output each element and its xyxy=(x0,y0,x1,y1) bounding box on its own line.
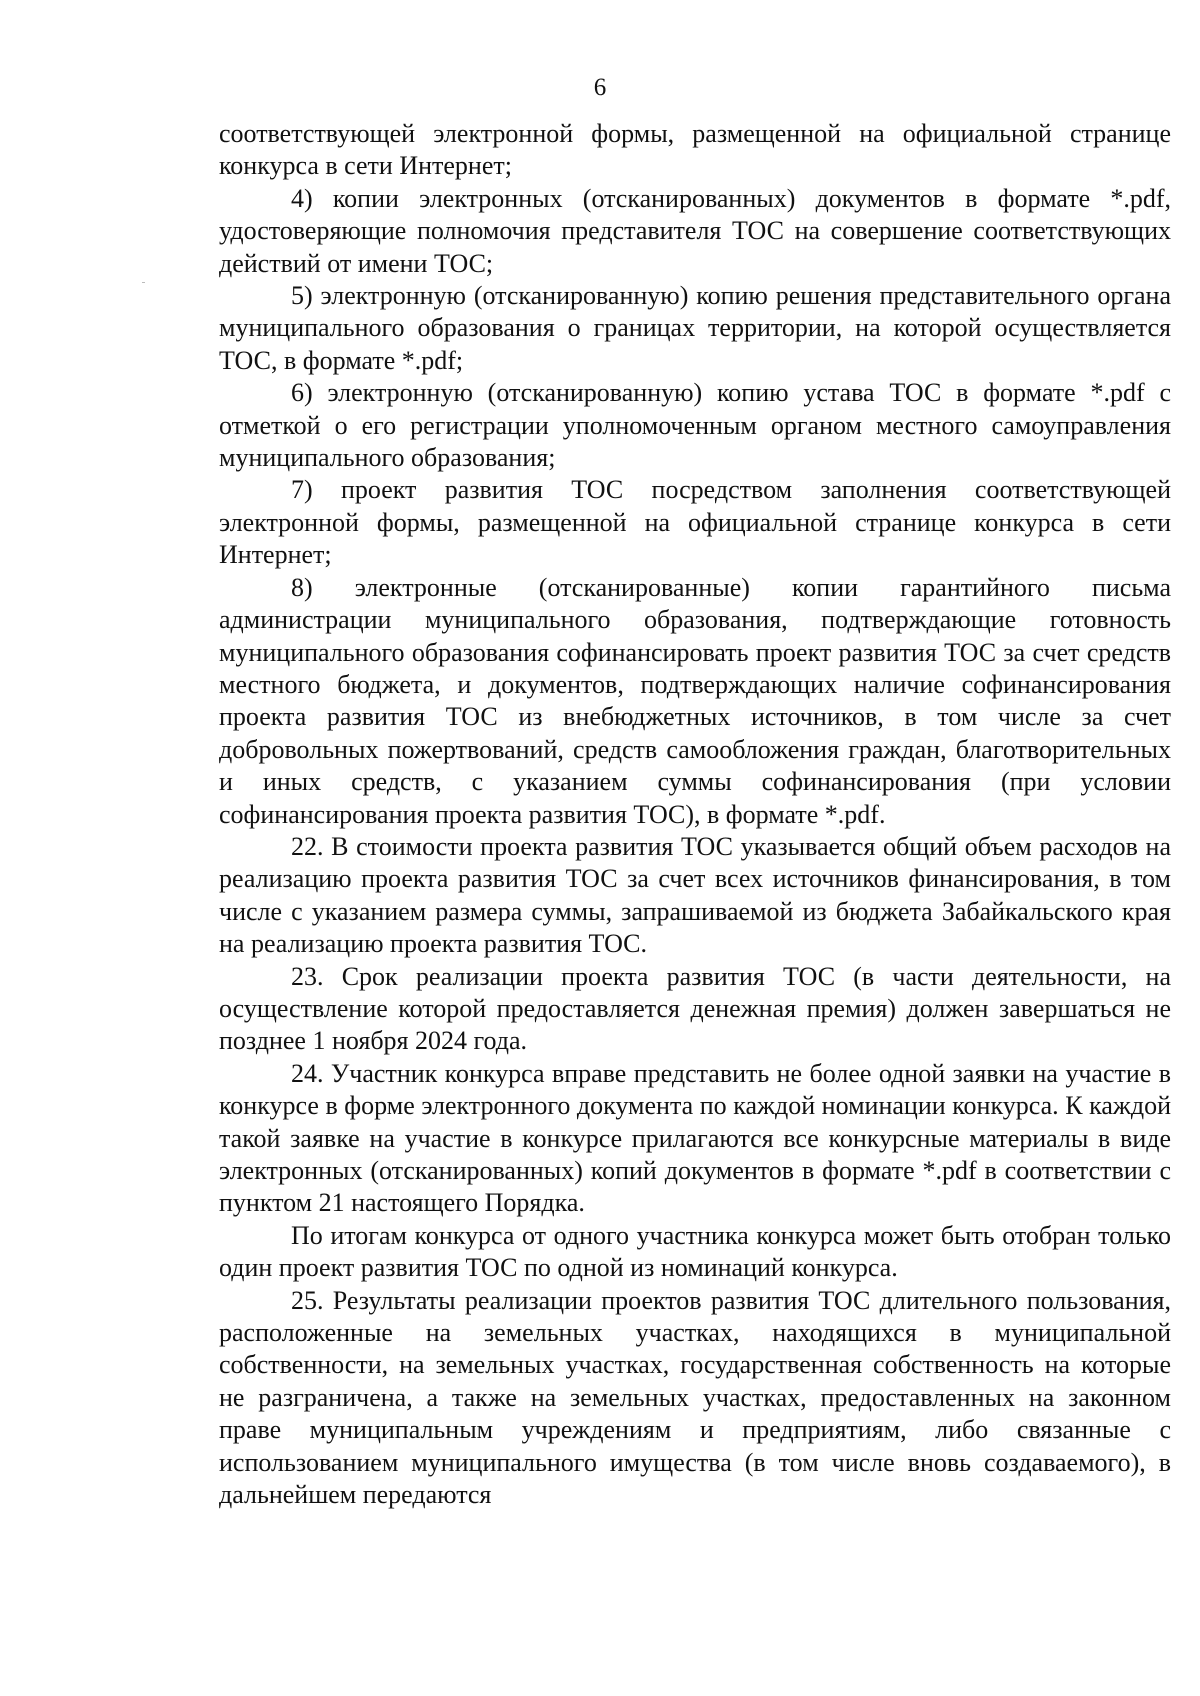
paragraph-clause-24: 24. Участник конкурса вправе представить не более одной заявки на участие в конкурсе в форме электронного документа по каждой номинации конкурса. К каждой такой заявке на участие в конкурсе прилагаются все конкурсные материалы в виде электронных (отсканированных) копий документов в формате *.pdf в соответствии с пунктом 21 настоящего Порядка. xyxy=(219,1058,1171,1218)
paragraph-item-8: 8) электронные (отсканированные) копии гарантийного письма администрации муниципального образования, подтверждающие готовность муниципального образования софинансировать проект развития ТОС за счет средств местного бюджета, и документов, подтверждающих наличие софинансирования проекта развития ТОС из внебюджетных источников, в том числе за счет добровольных пожертвований, средств самообложения граждан, благотворительных и иных средств, с указанием суммы софинансирования (при условии софинансирования проекта развития ТОС), в формате *.pdf. xyxy=(219,572,1171,829)
paragraph-item-4: 4) копии электронных (отсканированных) документов в формате *.pdf, удостоверяющие полномочия представителя ТОС на совершение соответствующих действий от имени ТОС; xyxy=(219,183,1171,278)
paragraph-clause-23: 23. Срок реализации проекта развития ТОС (в части деятельности, на осуществление которой предоставляется денежная премия) должен завершаться не позднее 1 ноября 2024 года. xyxy=(219,961,1171,1056)
paragraph-item-5: 5) электронную (отсканированную) копию решения представительного органа муниципального образования о границах территории, на которой осуществляется ТОС, в формате *.pdf; xyxy=(219,281,1171,375)
paragraph-clause-25: 25. Результаты реализации проектов развития ТОС длительного пользования, расположенные на земельных участках, находящихся в муниципальной собственности, на земельных участках, государственная собственность на которые не разграничена, а также на земельных участках, предоставленных на законном праве муниципальным учреждениям и предприятиям, либо связанные с использованием муниципального имущества (в том числе вновь создаваемого), в дальнейшем передаются xyxy=(219,1285,1171,1510)
page-number: 6 xyxy=(593,74,607,101)
document-body xyxy=(219,118,1171,1511)
paragraph-item-7: 7) проект развития ТОС посредством заполнения соответствующей электронной формы, размещенной на официальной странице конкурса в сети Интернет; xyxy=(219,475,1171,570)
paragraph-clause-24-note: По итогам конкурса от одного участника конкурса может быть отобран только один проект развития ТОС по одной из номинаций конкурса. xyxy=(219,1220,1171,1283)
paragraph-clause-22: 22. В стоимости проекта развития ТОС указывается общий объем расходов на реализацию проекта развития ТОС за счет всех источников финансирования, в том числе с указанием размера суммы, запрашиваемой из бюджета Забайкальского края на реализацию проекта развития ТОС. xyxy=(219,831,1171,959)
scan-margin-mark xyxy=(142,282,145,283)
paragraph-item-6: 6) электронную (отсканированную) копию устава ТОС в формате *.pdf с отметкой о его регистрации уполномоченным органом местного самоуправления муниципального образования; xyxy=(219,378,1171,473)
paragraph-continuation: соответствующей электронной формы, размещенной на официальной странице конкурса в сети Интернет; xyxy=(219,119,1171,181)
